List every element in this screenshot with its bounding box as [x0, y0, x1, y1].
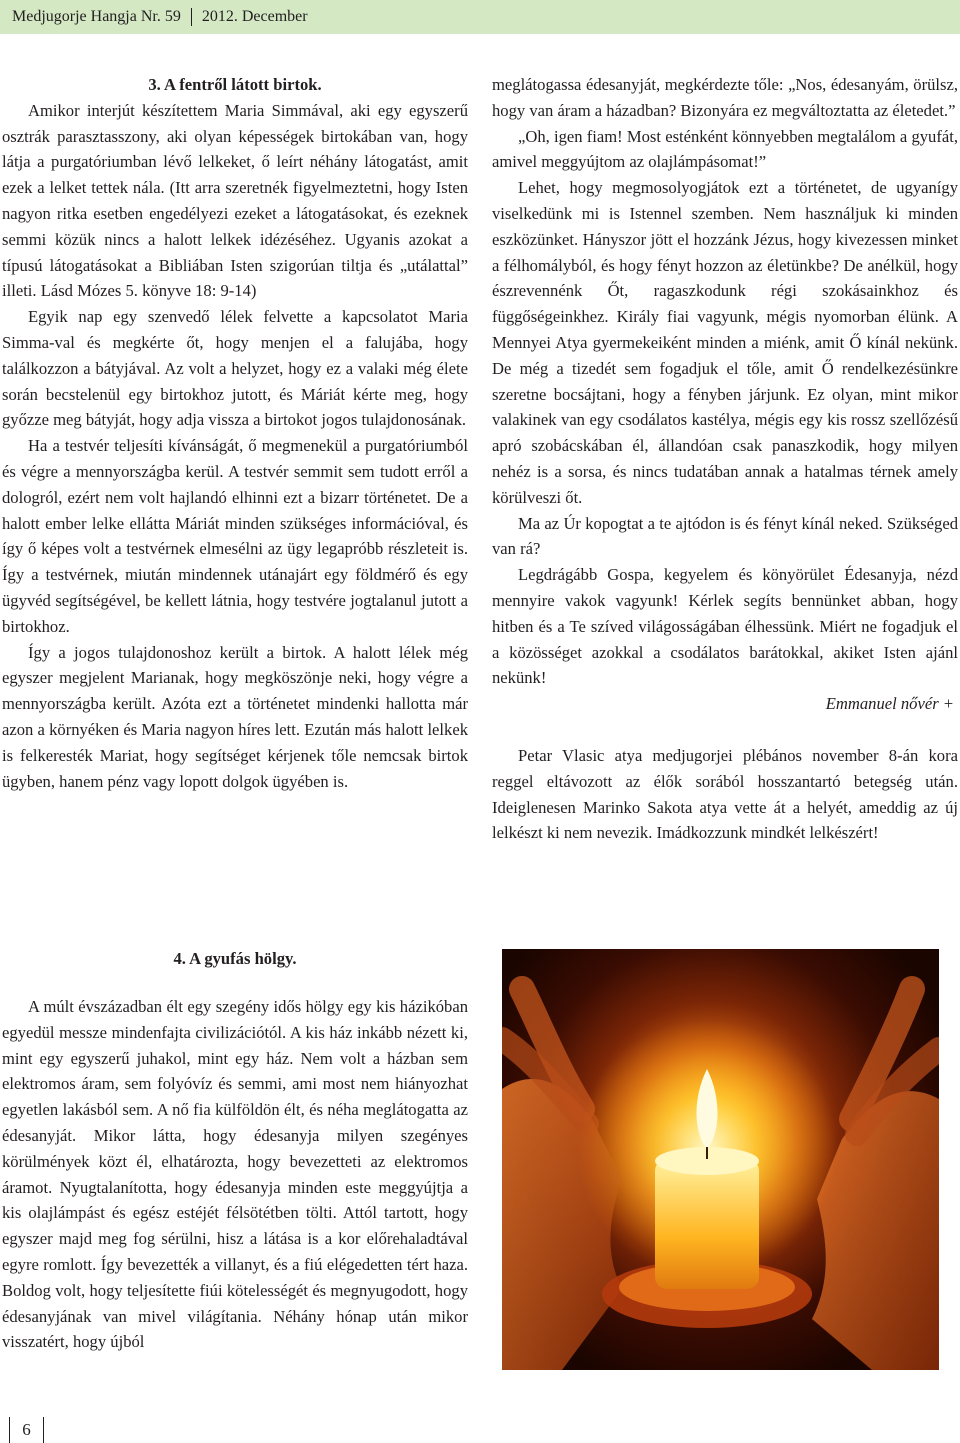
section-3-paragraph: Egyik nap egy szenvedő lélek felvette a kapcsolatot Maria Simma-val és megkérte őt, hogy menjen el a falujába, hogy találkozzon a bátyjával. Az volt a helyzet, hogy ez a valaki még élete során becstelenül egy birtokhoz jutott, és Máriát kérte meg, hogy győzze meg bátyját, hogy adja vissza a birtokot jogos tulajdonosának.: [2, 307, 468, 430]
section-4-heading: 4. A gyufás hölgy.: [173, 949, 297, 968]
section-3-paragraph: Ha a testvér teljesíti kívánságát, ő megmenekül a purgatóriumból és végre a mennyországba kerül. A testvér semmit sem tudott erről a dologról, ezért nem volt hajlandó elhinni ezt a bizarr történetet. De a halott ember lelke ellátta Máriát minden szükséges információval, és így ő képes volt a testvérnek elmesélni az ügy legapróbb részleteit is. Így a testvérnek, miután mindennek utánajárt egy földmérő és egy ügyvéd segítségével, be kellett látnia, hogy testvére jogtalanul jutott a birtokhoz.: [2, 436, 468, 636]
right-paragraph: meglátogassa édesanyját, megkérdezte tőle: „Nos, édesanyám, örülsz, hogy van áram a házadban? Bizonyára ez megváltoztatta az életedet.”: [492, 75, 958, 120]
section-4-paragraph: A múlt évszázadban élt egy szegény idős hölgy egy kis házikóban egyedül messze mindenfajta civilizációtól. A kis ház inkább nézett ki, mint egy egyszerű juhakol, mint egy ház. Nem volt a házban sem elektromos áram, sem folyóvíz és semmi, ami most nem hiányozhat egyetlen lakásból sem. A nő fia külföldön élt, és néha meglátogatta az édesanyját. Mikor látta, hogy édesanyja milyen szegényes körülmények közt él, elhatározta, hogy bevezetteti az elektromos áramot. Nyugtalanította, hogy édesanyja minden este meggyújtja a kis olajlámpást és egész estéjét félsötétben tölti. Attól tartott, hogy egyszer majd meg fog sérülni, hisz a látása is a kor előrehaladtával egyre romlott. Így bevezették a villanyt, és a fiú elégedetten tért haza. Boldog volt, hogy teljesítette fiúi kötelességét és megnyugodott, hogy édesanyjának van mivel világítania. Néhány hónap után mikor visszatért, hogy újból: [2, 997, 468, 1352]
candle-illustration: [502, 949, 939, 1370]
bottom-left-column: [2, 949, 468, 1355]
header-bar: [0, 0, 960, 34]
spacer: [492, 717, 958, 743]
section-3-paragraph: Így a jogos tulajdonoshoz került a birtok. A halott lélek még egyszer megjelent Marianak, hogy megköszönje neki, hogy végre a mennyországba került. Azóta ezt a történetet mindenki hallotta már azon a környéken és Maria nagyon híres lett. Ezután más halott lelkek is felkeresték Mariat, hogy segítséget kérjenek tőle nemcsak birtok ügyben, hanem pénz vagy lopott dolgok ügyében is.: [2, 642, 468, 791]
page-number: 6: [22, 1420, 31, 1439]
author-signature: Emmanuel nővér +: [825, 694, 954, 714]
right-paragraph: Legdrágább Gospa, kegyelem és könyörület Édesanyja, nézd mennyire vakok vagyunk! Kérlek segíts bennünket abban, hogy hitben és a Te szíved világosságában élhessünk. Miért ne fogadjuk el a közösséget azokkal a csodálatos barátokkal, akiket Isten ajánl nekünk!: [492, 565, 958, 688]
right-column: [492, 72, 958, 846]
issue-date: 2012. December: [201, 8, 308, 25]
magazine-title: Medjugorje Hangja: [12, 8, 137, 25]
obituary-notice: Petar Vlasic atya medjugorjei plébános november 8-án kora reggel eltávozott az élők sorából hosszantartó betegség után. Ideiglenesen Marinko Sakota atya vette át a helyét, ameddig az új lelkészt ki nem nevezik. Imádkozzunk mindkét lelkészért!: [492, 745, 958, 843]
right-paragraph: Ma az Úr kopogtat a te ajtódon is és fényt kínál neked. Szükséged van rá?: [492, 513, 958, 559]
right-paragraph: „Oh, igen fiam! Most esténként könnyebben megtalálom a gyufát, amivel meggyújtom az olajlámpásomat!”: [492, 126, 958, 172]
header-divider: [191, 8, 192, 26]
candle-photo: [502, 949, 939, 1370]
issue-number: Nr. 59: [140, 8, 181, 25]
right-paragraph: Lehet, hogy megmosolyogjátok ezt a történetet, de ugyanígy viselkedünk mi is Istennel szemben. Nem használjuk ki minden eszközünket. Hányszor jött el hozzánk Jézus, hogy kivezessen minket a félhomályból, és hogy fényt hozzon az életünkbe? De anélkül, hogy észrevennénk Őt, ragaszkodunk régi szokásainkhoz és függőségeinkhez. Király fiai vagyunk, mégis nyomorban élünk. A Mennyei Atya gyermekeiként minden a miénk, amit Ő kínál nekünk. De még a tizedét sem fogadjuk el tőle, amit Ő rendelkezésünkre szeretne bocsájtani, hogy a fényben járjunk. Ez olyan, mint mikor valakinek van egy csodálatos kastélya, mégis egy kis rossz szellőzésű apró szobácskában él, állandóan csak panaszkodik, hogy milyen nehéz is a sorsa, és nincs tudatában annak a hatalmas térnek amely körülveszi őt.: [492, 178, 958, 507]
section-3-heading: 3. A fentről látott birtok.: [148, 75, 322, 94]
left-column: [2, 72, 468, 794]
header-text: [12, 0, 308, 34]
section-3-paragraph: Amikor interjút készítettem Maria Simmával, aki egy egyszerű osztrák parasztasszony, aki olyan képességek birtokában van, hogy látja a purgatóriumban lévő lelkeket, ő leírt néhány látogatást, amit ezek a lelket tettek nála. (Itt arra szeretnék figyelmeztetni, hogy Isten nagyon ritka esetben engedélyezi ezeket a látogatásokat, és ezeknek semmi közük nincs a halott lelkek idézéséhez. Ugyanis azokat a típusú látogatásokat a Bibliában Isten szigorúan tiltja és „utálattal” illeti. Lásd Mózes 5. könyve 18: 9-14): [2, 100, 468, 301]
